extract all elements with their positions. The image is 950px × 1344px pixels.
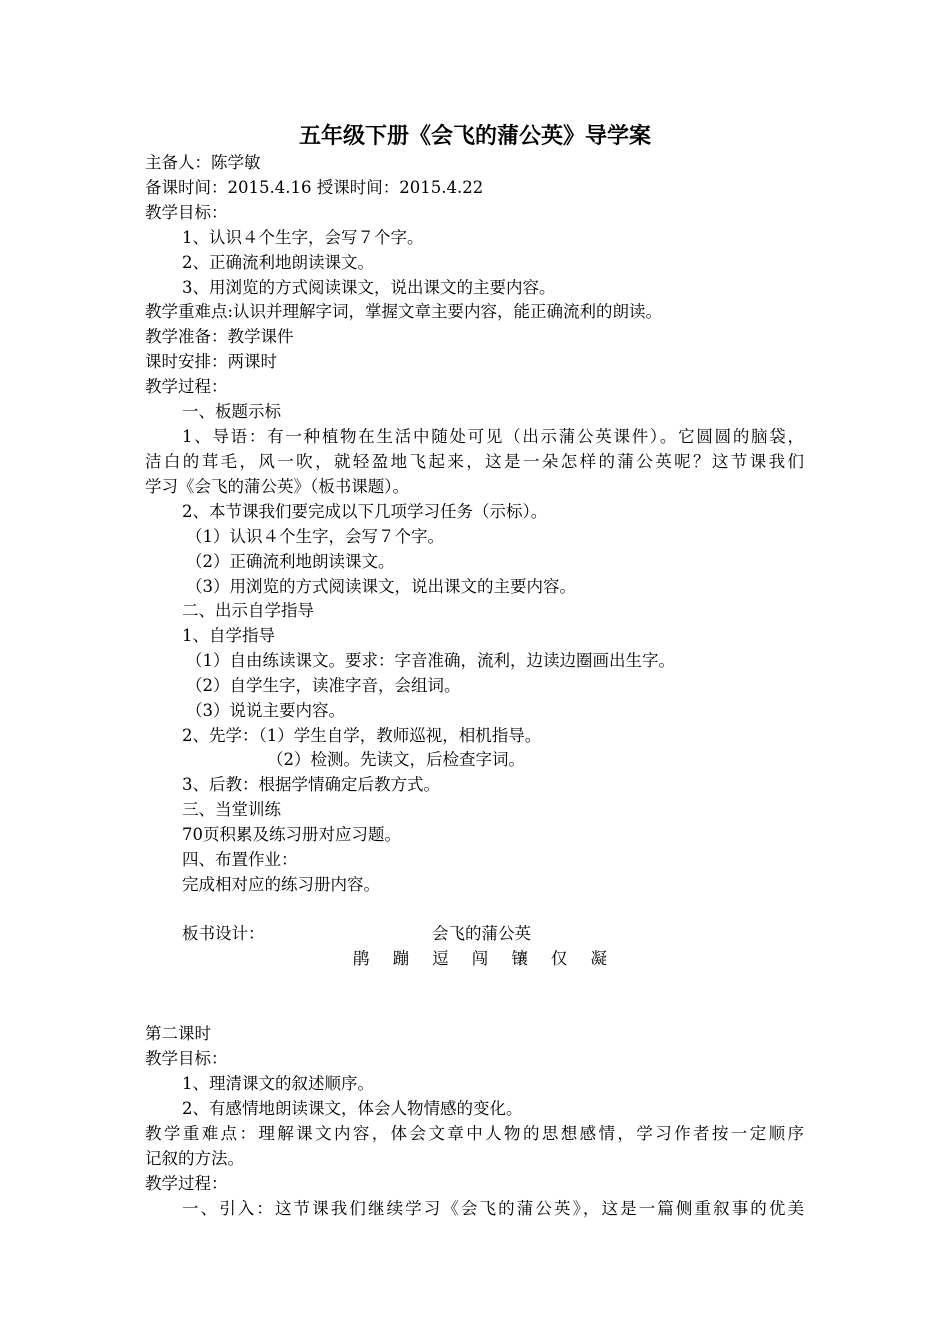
guide-item: （2）自学生字，读准字音，会组词。 — [186, 676, 461, 695]
objective-item: 2、正确流利地朗读课文。 — [182, 253, 374, 272]
preparation-line: 教学准备：教学课件 — [145, 327, 294, 346]
key-points-line: 教学重难点:认识并理解字词，掌握文章主要内容，能正确流利的朗读。 — [145, 302, 663, 321]
paragraph-line: 一、引入：这节课我们继续学习《会飞的蒲公英》，这是一篇侧重叙事的优美 — [182, 1199, 804, 1218]
document-title: 五年级下册《会飞的蒲公英》导学案 — [298, 124, 651, 149]
key-points-line: 教学重难点：理解课文内容，体会文章中人物的思想感情，学习作者按一定顺序 — [145, 1124, 804, 1143]
objective-item: 3、用浏览的方式阅读课文，说出课文的主要内容。 — [182, 278, 556, 297]
section-heading: 三、当堂训练 — [182, 800, 281, 819]
paragraph-line: 1、导语：有一种植物在生活中随处可见（出示蒲公英课件）。它圆圆的脑袋， — [182, 427, 804, 446]
paragraph-line: 3、后教：根据学情确定后教方式。 — [182, 775, 440, 794]
board-design-characters: 鹃 蹦 逗 闯 镶 仅 凝 — [353, 949, 607, 968]
section-heading: 一、板题示标 — [182, 402, 281, 421]
paragraph-line: 1、自学指导 — [182, 626, 275, 645]
process-heading: 教学过程： — [145, 377, 228, 396]
objectives-heading: 教学目标： — [145, 203, 228, 222]
section-heading: 二、出示自学指导 — [182, 601, 314, 620]
objective-item: 1、认识４个生字，会写７个字。 — [182, 228, 424, 247]
key-points-line: 记叙的方法。 — [145, 1149, 244, 1168]
period-line: 课时安排：两课时 — [145, 352, 277, 371]
objectives-heading: 教学目标： — [145, 1049, 228, 1068]
objective-item: 1、理清课文的叙述顺序。 — [182, 1074, 374, 1093]
guide-item: （1）自由练读课文。要求：字音准确，流利，边读边圈画出生字。 — [186, 651, 675, 670]
paragraph-line: 学习《会飞的蒲公英》（板书课题）。 — [145, 477, 409, 496]
process-heading: 教学过程： — [145, 1174, 228, 1193]
lesson-two-heading: 第二课时 — [145, 1024, 211, 1043]
paragraph-line: 70页积累及练习册对应习题。 — [182, 825, 401, 844]
section-heading: 四、布置作业： — [182, 850, 298, 869]
objective-item: 2、有感情地朗读课文，体会人物情感的变化。 — [182, 1099, 523, 1118]
paragraph-line: 完成相对应的练习册内容。 — [182, 875, 380, 894]
paragraph-line: 2、本节课我们要完成以下几项学习任务（示标）。 — [182, 502, 548, 521]
paragraph-line: 2、先学：（1）学生自学，教师巡视，相机指导。 — [182, 726, 542, 745]
paragraph-line: （2）检测。先读文，后检查字词。 — [267, 750, 525, 769]
task-item: （2）正确流利地朗读课文。 — [186, 552, 395, 571]
board-design-label: 板书设计： — [182, 924, 265, 943]
schedule-line: 备课时间：2015.4.16 授课时间：2015.4.22 — [145, 178, 484, 197]
task-item: （3）用浏览的方式阅读课文，说出课文的主要内容。 — [186, 577, 576, 596]
paragraph-line: 洁白的茸毛，风一吹，就轻盈地飞起来，这是一朵怎样的蒲公英呢？这节课我们 — [145, 452, 804, 471]
preparer-line: 主备人：陈学敏 — [145, 153, 261, 172]
task-item: （1）认识４个生字，会写７个字。 — [186, 527, 444, 546]
board-design-title: 会飞的蒲公英 — [432, 924, 531, 943]
guide-item: （3）说说主要内容。 — [186, 701, 345, 720]
